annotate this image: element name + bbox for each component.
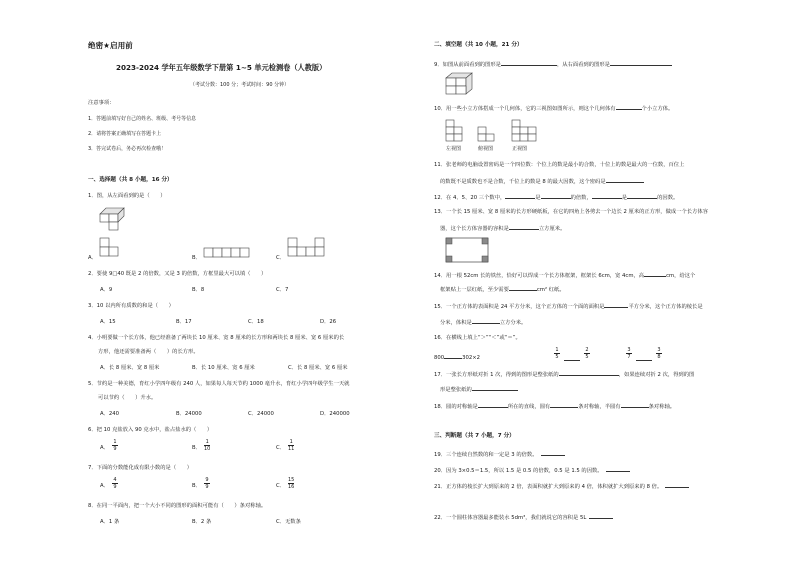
question-3: 3．10 以内所有质数的和是（ ） xyxy=(88,303,174,309)
q12-blank-2[interactable] xyxy=(541,193,571,199)
q7-option-a-fraction xyxy=(112,477,118,490)
fraction-numerator: 2 xyxy=(585,347,589,353)
question-16: 16．在横线上填上“＞”“＜”或“＝”。 xyxy=(434,335,521,341)
q16-fraction-3 xyxy=(626,347,632,360)
fraction-denominator: 8 xyxy=(657,354,661,360)
fraction-denominator: 5 xyxy=(585,354,589,360)
question-11-line1: 11．张老师的电脑设置密码是一个四位数：个位上的数是最小的合数，十位上的数是最大的一位数，百位上 xyxy=(434,162,685,168)
q10-text-b: 个小立方体。 xyxy=(641,106,674,112)
fraction-numerator: 4 xyxy=(113,477,117,483)
q19-answer-blank[interactable] xyxy=(541,450,565,456)
q21-text: 21．正方体的棱长扩大到原来的 2 倍，表面积就扩大到原来的 4 倍，体积就扩大到原来的 8 倍。 xyxy=(434,484,663,490)
question-22 xyxy=(434,513,613,522)
section-heading-fill: 二、填空题（共 10 小题，21 分） xyxy=(434,42,523,48)
q18-blank-3[interactable] xyxy=(621,402,649,408)
q3-option-b[interactable]: B．17 xyxy=(176,319,192,325)
q7-option-b[interactable]: B． xyxy=(192,483,201,489)
q11-text-b: 的数既不是质数也不是合数，千位上的数是 8 的最大因数，这个密码是 xyxy=(440,179,606,185)
q10-text-a: 10．用一些小立方体搭成一个几何体，它的三视图如图所示，则这个几何体有 xyxy=(434,106,616,112)
q18-blank-2[interactable] xyxy=(550,402,578,408)
q1-option-a[interactable]: A． xyxy=(88,255,97,261)
view-label-top: 俯视图 xyxy=(478,146,494,152)
question-13-line2 xyxy=(440,224,565,233)
q15-text-a: 15．一个正方体的表面积是 24 平方分米，这个正方体的一个面的面积是 xyxy=(434,304,605,310)
question-6: 6．把 10 克盐放入 90 克水中，盐占盐水的（ ） xyxy=(88,427,213,433)
q1-option-b[interactable]: B． xyxy=(192,255,201,261)
q2-option-b[interactable]: B．8 xyxy=(192,287,205,293)
notes-heading: 注意事项： xyxy=(88,100,115,106)
q19-text: 19．三个连续自然数的和一定是 3 的倍数。 xyxy=(434,452,538,458)
fraction-numerator: 1 xyxy=(205,439,209,445)
q8-option-a[interactable]: A．1 条 xyxy=(100,519,120,525)
q2-option-c[interactable]: C．7 xyxy=(276,287,289,293)
q20-text: 20．因为 3×0.5＝1.5，所以 1.5 是 0.5 的倍数，0.5 是 1.5 的因数。 xyxy=(434,468,603,474)
q1-option-c-figure xyxy=(288,238,338,262)
fraction-denominator: 9 xyxy=(113,484,117,490)
q6-option-b[interactable]: B． xyxy=(192,445,201,451)
q5-option-b[interactable]: B．24000 xyxy=(176,411,202,417)
question-2: 2．要使 9□40 既是 2 的倍数，又是 3 的倍数，方框里最大可以填（ ） xyxy=(88,271,267,277)
q17-blank-2[interactable] xyxy=(472,385,518,391)
question-20 xyxy=(434,466,630,475)
q16-fraction-2 xyxy=(584,347,590,360)
note-item: 3．答完试卷后，务必再次检查哦！ xyxy=(88,146,167,152)
q4-option-b[interactable]: B．长 10 厘米、宽 6 厘米 xyxy=(192,365,255,371)
view-label-left: 左视图 xyxy=(446,146,462,152)
fraction-numerator: 3 xyxy=(657,347,661,353)
q6-option-c-fraction xyxy=(288,439,294,452)
top-view-figure xyxy=(478,120,498,144)
q1-option-a-figure xyxy=(100,238,120,262)
question-7: 7．下面的分数能化成有限小数的是（ ） xyxy=(88,465,193,471)
question-14-line1 xyxy=(434,271,695,280)
q7-option-c-fraction xyxy=(288,477,294,490)
q18-text-b: 所在的直线，圆有 xyxy=(507,404,551,410)
q14-text-d: cm² 红纸。 xyxy=(536,287,565,293)
q4-option-a[interactable]: A．长 8 厘米、宽 8 厘米 xyxy=(100,365,160,371)
q3-option-c[interactable]: C．18 xyxy=(248,319,264,325)
q4-option-c[interactable]: C．长 8 厘米、宽 6 厘米 xyxy=(288,365,348,371)
q15-text-c: 分米，体积是 xyxy=(440,320,472,326)
question-1: 1．图，从左面看到的是（ ） xyxy=(88,193,166,199)
q6-option-c[interactable]: C． xyxy=(276,445,285,451)
fraction-numerator: 1 xyxy=(555,347,559,353)
q1-solid-figure xyxy=(100,206,130,236)
q15-blank-1[interactable] xyxy=(604,302,628,308)
fraction-denominator: 10 xyxy=(204,446,211,452)
q13-blank[interactable] xyxy=(509,224,539,230)
question-11-line2 xyxy=(440,177,644,186)
q13-text-c: 立方厘米。 xyxy=(538,226,566,232)
q14-text-c: 框架贴上一层红纸，至少需要 xyxy=(440,287,509,293)
q10-blank[interactable] xyxy=(616,104,642,110)
fraction-numerator: 15 xyxy=(288,477,295,483)
q18-text-a: 18．圆的对称轴是 xyxy=(434,404,478,410)
question-17-line1 xyxy=(434,370,694,379)
exam-meta: （考试分数：100 分；考试时间：90 分钟） xyxy=(190,82,290,88)
q2-option-a[interactable]: A．9 xyxy=(100,287,113,293)
q14-blank-2[interactable] xyxy=(509,285,537,291)
section-heading-choice: 一、选择题（共 8 小题，16 分） xyxy=(88,177,173,183)
q12-text-d: 是 xyxy=(621,195,628,201)
q22-answer-blank[interactable] xyxy=(589,513,613,519)
q8-option-c[interactable]: C．无数条 xyxy=(276,519,301,525)
q12-text-c: 的倍数， xyxy=(570,195,592,201)
q6-option-a[interactable]: A． xyxy=(100,445,109,451)
q13-text-b: 器，这个长方体容器的容积是 xyxy=(440,226,509,232)
q16-fraction-1 xyxy=(554,347,560,360)
left-view-figure xyxy=(446,120,466,144)
secret-mark: 绝密★启用前 xyxy=(88,41,133,50)
q9-blank-1[interactable] xyxy=(501,60,557,66)
q13-cardboard-figure xyxy=(446,238,490,264)
question-10 xyxy=(434,104,673,113)
fraction-numerator: 1 xyxy=(289,439,293,445)
view-label-front: 正视图 xyxy=(512,146,528,152)
fraction-denominator: 9 xyxy=(113,446,117,452)
q5-option-a[interactable]: A．240 xyxy=(100,411,120,417)
q16-value-b: 302×2 xyxy=(462,355,481,361)
q5-option-d[interactable]: D．240000 xyxy=(320,411,350,417)
fraction-denominator: 16 xyxy=(288,484,295,490)
question-5-line2: 可以节约（ ）升水。 xyxy=(98,395,157,401)
q15-text-d: 立方分米。 xyxy=(499,320,527,326)
q11-blank[interactable] xyxy=(606,177,644,183)
question-15-line1 xyxy=(434,302,703,311)
question-15-line2 xyxy=(440,318,526,327)
fraction-denominator: 9 xyxy=(205,484,209,490)
question-19 xyxy=(434,450,565,459)
exam-title: 2023-2024 学年五年级数学下册第 1~5 单元检测卷（人教版） xyxy=(116,63,327,72)
question-12 xyxy=(434,193,678,202)
q18-text-d: 条对称轴。 xyxy=(648,404,676,410)
question-4-line1: 4．小明要做一个长方体，他已经准备了两块长 10 厘米、宽 8 厘米的长方形和两块长 8 厘米、宽 6 厘米的长 xyxy=(88,335,345,341)
question-17-line2 xyxy=(440,385,518,394)
section-heading-judge: 三、判断题（共 7 小题，7 分） xyxy=(434,433,515,439)
q17-text-c: 形是整张纸的 xyxy=(440,387,472,393)
q14-blank-1[interactable] xyxy=(644,271,666,277)
q15-text-b: 平方分米，这个正方体的棱长是 xyxy=(628,304,703,310)
q7-option-a[interactable]: A． xyxy=(100,483,109,489)
question-14-line2 xyxy=(440,285,565,294)
front-view-figure xyxy=(512,120,538,144)
q9-cube-figure xyxy=(446,72,476,96)
q3-option-a[interactable]: A．15 xyxy=(100,319,116,325)
q9-blank-2[interactable] xyxy=(610,60,672,66)
q1-option-c[interactable]: C． xyxy=(276,255,285,261)
q12-text-b: 是 xyxy=(535,195,541,201)
q1-option-b-figure xyxy=(204,248,254,262)
q17-text-a: 17．一张长方形纸对折 1 次，得到的图形是整张纸的 xyxy=(434,372,559,378)
q22-text: 22．一个圆柱体容器最多能装水 5dm³，我们就说它的容积是 5L xyxy=(434,515,587,521)
q15-blank-3[interactable] xyxy=(472,318,500,324)
fraction-denominator: 7 xyxy=(627,354,631,360)
q12-blank-4[interactable] xyxy=(627,193,657,199)
q12-text-a: 12．在 4、5、20 三个数中， xyxy=(434,195,506,201)
q9-text-a: 9．如图从前面看到的图形是 xyxy=(434,62,501,68)
q9-text-b: ，从右面看到的图形是 xyxy=(556,62,610,68)
fraction-denominator: 5 xyxy=(555,354,559,360)
q3-option-d[interactable]: D．26 xyxy=(320,319,337,325)
q16-blank-3[interactable] xyxy=(636,355,652,361)
q21-answer-blank[interactable] xyxy=(665,482,689,488)
q17-blank-1[interactable] xyxy=(559,370,619,376)
q12-text-e: 的因数。 xyxy=(657,195,679,201)
q16-blank-2[interactable] xyxy=(564,355,580,361)
q14-text-a: 14．用一根 52cm 长的铁丝，恰好可以焊成一个长方体框架，框架长 6cm，宽 4cm，高 xyxy=(434,273,645,279)
fraction-numerator: 3 xyxy=(627,347,631,353)
q18-text-c: 条对称轴，半圆有 xyxy=(578,404,621,410)
q6-option-a-fraction xyxy=(112,439,118,452)
q5-option-c[interactable]: C．24000 xyxy=(248,411,274,417)
q7-option-b-fraction xyxy=(204,477,210,490)
question-4-line2: 方形，他还需要准备两（ ）的长方形。 xyxy=(98,349,199,355)
question-8: 8．在同一平面内，把一个大小不同的图形的面积可能有（ ）条对称轴。 xyxy=(88,503,267,509)
note-item: 1．答题前填写好自己的姓名、班级、考号等信息 xyxy=(88,116,197,122)
q20-answer-blank[interactable] xyxy=(606,466,630,472)
fraction-denominator: 11 xyxy=(288,446,295,452)
q12-blank-3[interactable] xyxy=(592,193,622,199)
note-item: 2．请将答案正确填写在答题卡上 xyxy=(88,131,162,137)
q7-option-c[interactable]: C． xyxy=(276,483,285,489)
question-13-line1: 13．一个长 15 厘米、宽 8 厘米的长方形硬纸板，在它的四角上各剪去一个边长 2 厘米的正方形，做成一个长方体容 xyxy=(434,209,708,215)
question-18 xyxy=(434,402,675,411)
fraction-numerator: 9 xyxy=(205,477,209,483)
q16-fraction-4 xyxy=(656,347,662,360)
question-5-line1: 5．节约是一种美德，育红小学四年级有 240 人，如果每人每天节约 1000 毫升水，育红小学四年级学生一天就 xyxy=(88,381,350,387)
q6-option-b-fraction xyxy=(204,439,210,452)
question-21 xyxy=(434,482,689,491)
fraction-numerator: 1 xyxy=(113,439,117,445)
q8-option-b[interactable]: B．2 条 xyxy=(192,519,212,525)
q16-blank-1[interactable] xyxy=(444,353,462,359)
q18-blank-1[interactable] xyxy=(478,402,508,408)
q16-value-a: 800 xyxy=(434,355,445,361)
q17-text-b: ，如果连续对折 2 次，得到的图 xyxy=(618,372,695,378)
q14-text-b: cm，给这个 xyxy=(666,273,696,279)
q12-blank-1[interactable] xyxy=(505,193,535,199)
question-9 xyxy=(434,60,672,69)
q16-compare-1 xyxy=(434,353,480,362)
